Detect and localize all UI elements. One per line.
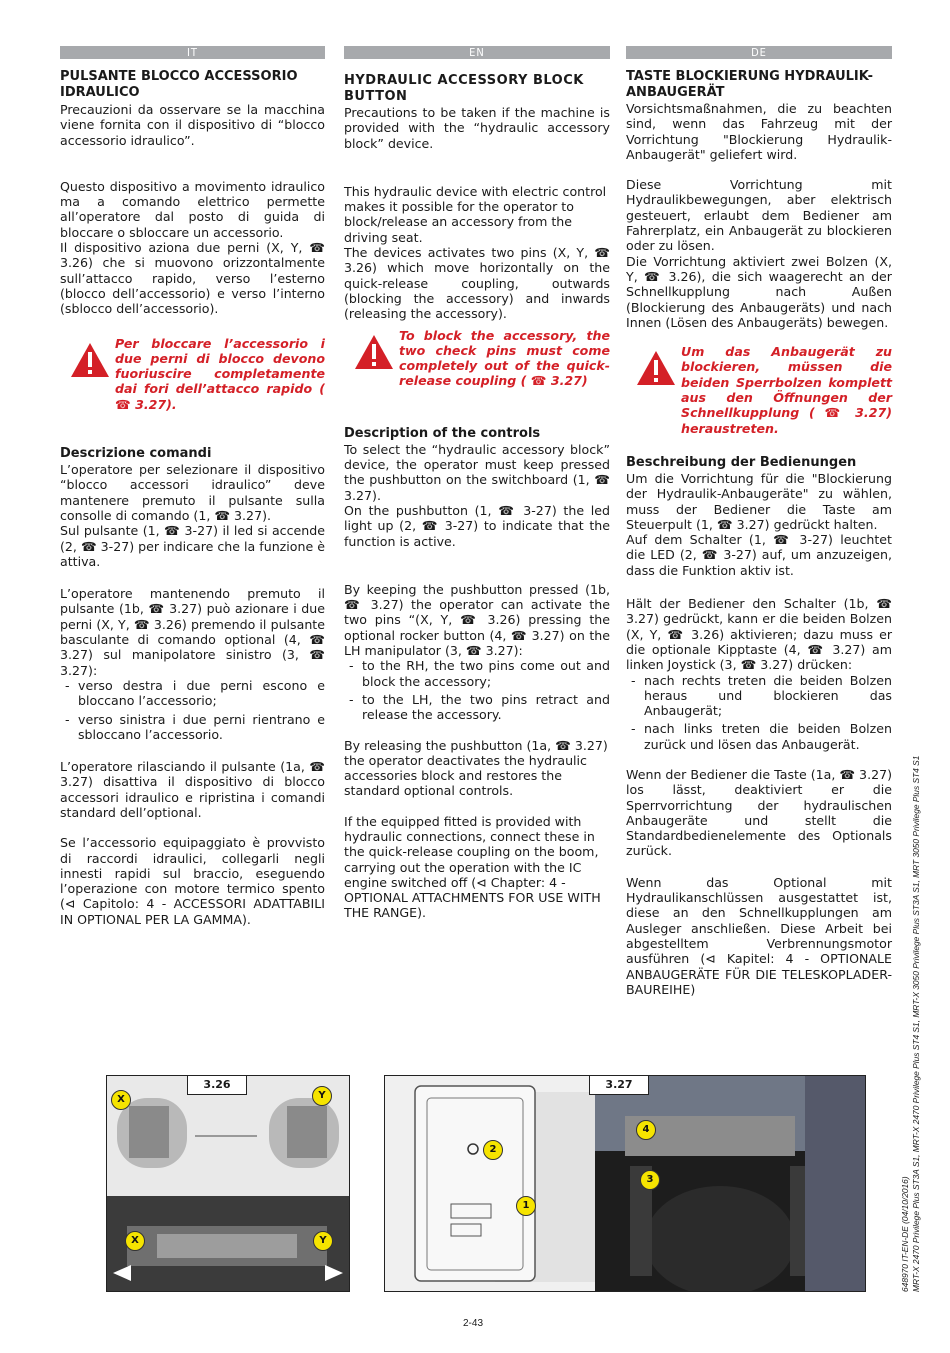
warning-triangle-icon <box>636 350 676 386</box>
options-list <box>626 673 892 752</box>
paragraph: If the equipped fitted is provided with hydraulic connections, connect these in the quick-release coupling on the boom, carrying out the operation with the IC engine switched off (⊲ Chapter: 4 - OPTIONAL ATTACHMENTS FOR USE WITH THE RANGE). <box>344 813 601 921</box>
callout-2: 2 <box>483 1140 503 1160</box>
warning-text: Per bloccare l’accessorio i due perni di blocco devono fuoriuscire completamente dai fori dell’attacco rapido ( ☎ 3.27). <box>115 335 325 412</box>
paragraph: To select the “hydraulic accessory block” device, the operator must keep pressed the pushbutton on the switchboard (1, ☎ 3.27). <box>344 441 610 503</box>
document-reference <box>900 732 922 1292</box>
callout-4: 4 <box>636 1120 656 1140</box>
paragraph: By releasing the pushbutton (1a, ☎ 3.27) the operator deactivates the hydraulic accessories block and restores the standard optional controls. <box>344 737 608 799</box>
list-item: - to the RH, the two pins come out and block the accessory; <box>344 658 610 689</box>
callout-y: Y <box>312 1086 332 1106</box>
figure-3-27 <box>384 1075 866 1292</box>
warning-text: To block the accessory, the two check pins must come completely out of the quick-release coupling ( ☎ 3.27) <box>399 327 610 389</box>
controls-title: Descrizione comandi <box>60 446 212 462</box>
paragraph: Hält der Bediener den Schalter (1b, ☎ 3.27) gedrückt, kann er die beiden Bolzen (X, Y, ☎ 3.26) aktivieren; dazu muss er die optionale Kipptaste (4, ☎ 3.27) am linken Joystick (3, ☎ 3.27) drücken: <box>626 596 892 673</box>
warning-block <box>626 344 892 436</box>
list-item: - to the LH, the two pins retract and release the accessory. <box>344 692 610 723</box>
column-english <box>344 46 610 921</box>
cab-controls-illustration <box>385 1076 865 1291</box>
document-code: 648970 IT-EN-DE (04/10/2016) <box>900 1176 910 1292</box>
paragraph: L’operatore per selezionare il dispositivo “blocco accessori idraulico” deve mantenere premuto il pulsante sulla consolle di comando (1, ☎ 3.27). <box>60 462 325 523</box>
paragraph: Wenn das Optional mit Hydraulikanschlüssen ausgestattet ist, diese an den Schnellkupplungen am Ausleger anschließen. Diese Arbeit bei abgestelltem Verbrennungsmotor ausführen (⊲ Kapitel: 4 - OPTIONALE ANBAUGERÄTE FÜR DIE TELESKOPLADER-BAUREIHE) <box>626 874 892 997</box>
warning-block <box>344 328 610 389</box>
list-item: - verso sinistra i due perni rientrano e sbloccano l’accessorio. <box>60 712 325 743</box>
list-item: - nach rechts treten die beiden Bolzen heraus und blockieren das Anbaugerät; <box>626 673 892 719</box>
paragraph: On the pushbutton (1, ☎ 3-27) the led light up (2, ☎ 3-27) to indicate that the function is active. <box>344 502 610 549</box>
intro-text: Precauzioni da osservare se la macchina viene fornita con il dispositivo di “blocco accessorio idraulico”. <box>60 102 325 148</box>
column-italian <box>60 46 325 927</box>
options-list <box>344 658 610 722</box>
paragraph: The devices activates two pins (X, Y, ☎ 3.26) which move horizontally on the quick-release coupling, outwards (blocking the accessory) and inwards (releasing the accessory). <box>344 245 610 322</box>
page-number: 2-43 <box>463 1318 484 1329</box>
paragraph: Um die Vorrichtung für die "Blockierung der Hydraulik-Anbaugeräte" zu wählen, muss der Bediener die Taste am Steuerpult (1, ☎ 3.27) gedrückt halten. <box>626 470 892 532</box>
paragraph: Sul pulsante (1, ☎ 3-27) il led si accende (2, ☎ 3-27) per indicare che la funzione è attiva. <box>60 523 325 569</box>
controls-title: Description of the controls <box>344 425 541 441</box>
paragraph: L’operatore mantenendo premuto il pulsante (1b, ☎ 3.27) può azionare i due perni (X, Y, ☎ 3.26) premendo il pulsante basculante di comando optional (4, ☎ 3.27) sul manipolatore sinistro (3, ☎ 3.27): <box>60 586 325 678</box>
paragraph: Se l’accessorio equipaggiato è provvisto di raccordi idraulici, collegarli negli innesti rapidi sul braccio, eseguendo l’operazione con motore termico spento (⊲ Capitolo: 4 - ACCESSORI ADATTABILI IN OPTIONAL PER LA GAMMA). <box>60 835 325 927</box>
paragraph: By keeping the pushbutton pressed (1b, ☎ 3.27) the operator can activate the two pins “(X, Y, ☎ 3.26) pressing the optional rocker button (4, ☎ 3.27) on the LH manipulator (3, ☎ 3.27): <box>344 581 610 659</box>
section-title: PULSANTE BLOCCO ACCESSORIO IDRAULICO <box>60 69 298 100</box>
section-title: TASTE BLOCKIERUNG HYDRAULIK-ANBAUGERÄT <box>626 69 874 100</box>
paragraph: Il dispositivo aziona due perni (X, Y, ☎ 3.26) che si muovono orizzontalmente sull’attacco rapido, verso l’esterno (blocco dell’accessorio) e verso l’interno (sblocco dell’accessorio). <box>60 240 325 317</box>
figure-label: 3.26 <box>187 1076 247 1095</box>
callout-x: X <box>111 1090 131 1110</box>
callout-y: Y <box>313 1231 333 1251</box>
model-list: MRT-X 2470 Privilege Plus ST3A S1, MRT-X 2470 Privilege Plus ST4 S1, MRT-X 3050 Privilege Plus ST3A S1, MRT 3050 Privilege Plus ST4 S1 <box>911 755 921 1292</box>
callout-x: X <box>125 1231 145 1251</box>
lang-bar-en: EN <box>344 46 610 59</box>
lang-bar-it: IT <box>60 46 325 59</box>
paragraph: Auf dem Schalter (1, ☎ 3-27) leuchtet die LED (2, ☎ 3-27) auf, um anzuzeigen, dass die Funktion aktiv ist. <box>626 532 892 578</box>
list-item: - nach links treten die beiden Bolzen zurück und lösen das Anbaugerät. <box>626 721 892 752</box>
options-list <box>60 678 325 742</box>
lang-bar-de: DE <box>626 46 892 59</box>
paragraph: This hydraulic device with electric control makes it possible for the operator to block/release an accessory from the driving seat. <box>344 183 607 245</box>
coupling-illustration <box>107 1076 349 1291</box>
controls-title: Beschreibung der Bedienungen <box>626 454 857 470</box>
section-title: HYDRAULIC ACCESSORY BLOCK BUTTON <box>344 73 584 104</box>
intro-text: Vorsichtsmaßnahmen, die zu beachten sind, wenn das Fahrzeug mit der Vorrichtung "Blockierung Hydraulik-Anbaugerät" geliefert wird. <box>626 101 892 162</box>
column-german <box>626 46 892 997</box>
figure-label: 3.27 <box>589 1076 649 1095</box>
callout-3: 3 <box>640 1170 660 1190</box>
paragraph: L’operatore rilasciando il pulsante (1a, ☎ 3.27) disattiva il dispositivo di blocco accessori idraulico e ripristina i comandi standard dell’optional. <box>60 759 325 820</box>
warning-triangle-icon <box>70 342 110 378</box>
warning-text: Um das Anbaugerät zu blockieren, müssen die beiden Sperrbolzen komplett aus den Öffnungen der Schnellkupplung ( ☎ 3.27) heraustreten. <box>681 344 892 436</box>
warning-block <box>60 336 325 412</box>
warning-triangle-icon <box>354 334 394 370</box>
paragraph: Die Vorrichtung aktiviert zwei Bolzen (X, Y, ☎ 3.26), die sich waagerecht an der Schnellkupplung nach Außen (Blockierung des Anbaugeräts) und nach Innen (Lösen des Anbaugeräts) bewegen. <box>626 253 892 330</box>
figure-3-26 <box>106 1075 350 1292</box>
paragraph: Wenn der Bediener die Taste (1a, ☎ 3.27) los lässt, deaktiviert er die Sperrvorrichtung der hydraulischen Anbaugeräte und stellt die Standardbedienelemente des Optionals zurück. <box>626 766 893 859</box>
intro-text: Precautions to be taken if the machine is provided with the “hydraulic accessory block” device. <box>344 105 610 151</box>
callout-1: 1 <box>516 1196 536 1216</box>
paragraph: Questo dispositivo a movimento idraulico ma a comando elettrico permette all’operatore dal posto di guida di bloccare o sbloccare un accessorio. <box>60 178 325 240</box>
list-item: - verso destra i due perni escono e bloccano l’accessorio; <box>60 678 325 709</box>
paragraph: Diese Vorrichtung mit Hydraulikbewegungen, aber elektrisch gesteuert, erlaubt dem Bediener am Fahrerplatz, ein Anbaugerät zu blockieren oder zu lösen. <box>626 177 892 254</box>
